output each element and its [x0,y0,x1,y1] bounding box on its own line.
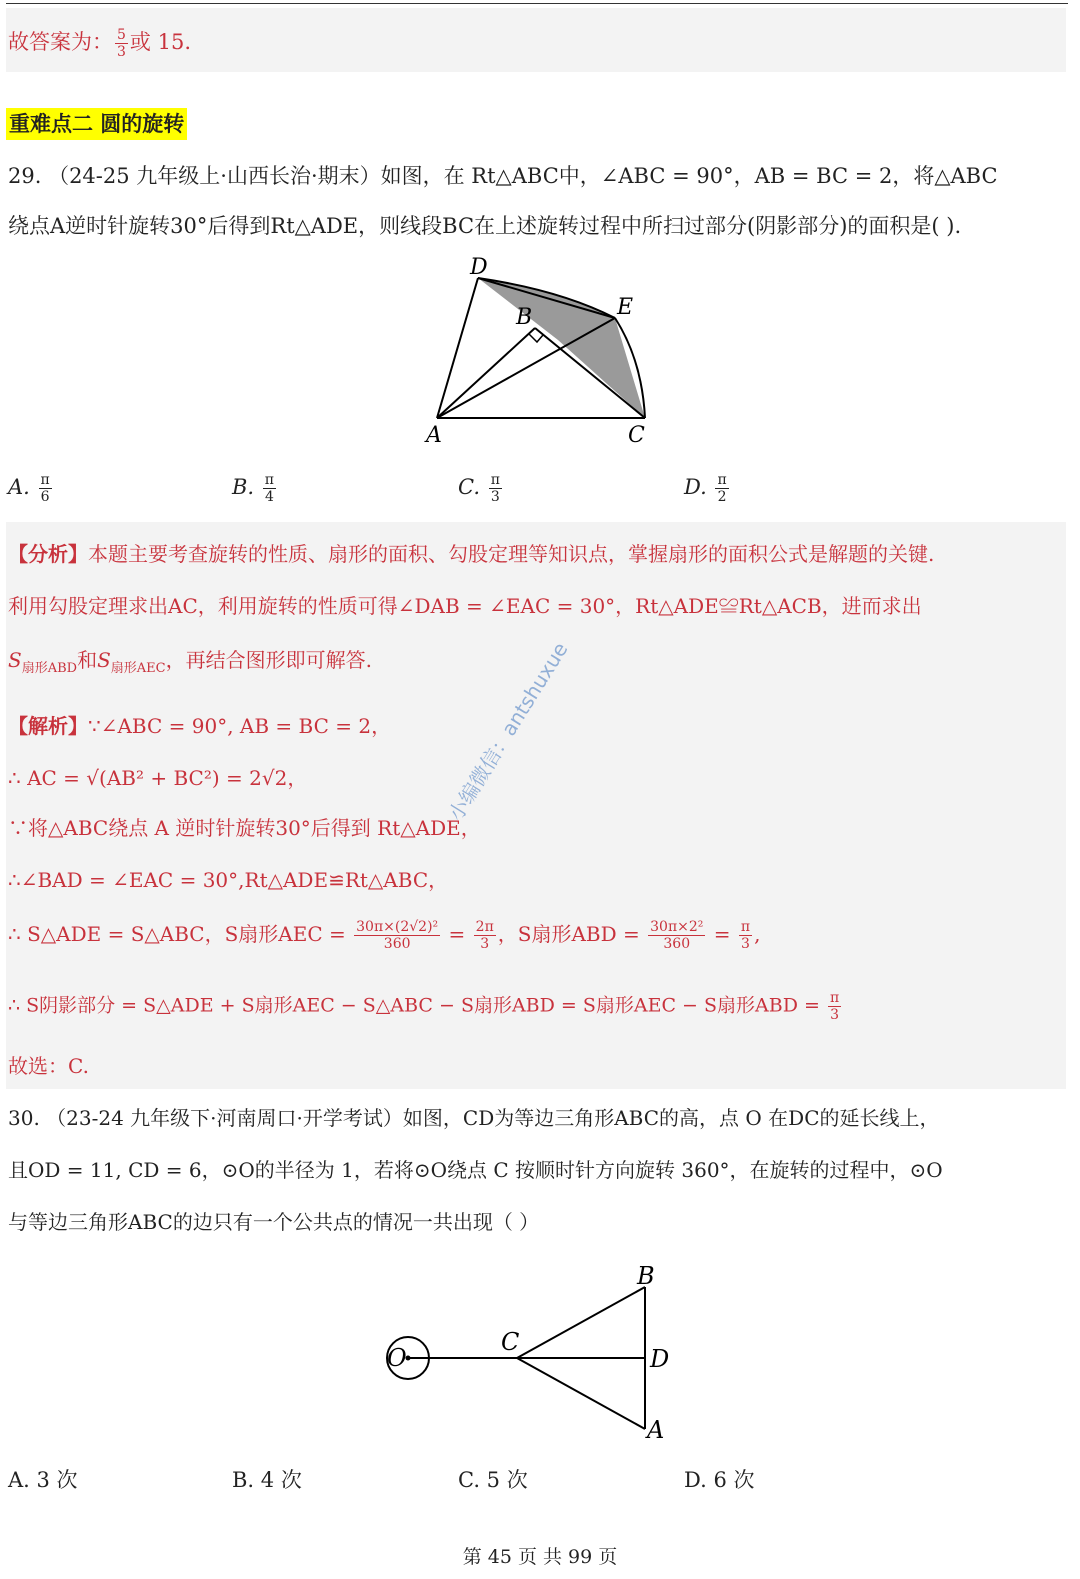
q30-choice-a[interactable]: A. 3 次 [8,1468,78,1492]
q30-choice-c[interactable]: C. 5 次 [458,1468,528,1492]
analysis-line3: $S_{扇形ABD}$和$S_{扇形AEC}$，再结合图形即可解答. [8,648,372,676]
section-title: 重难点二 圆的旋转 [6,108,187,140]
q30-line2: 且OD = 11, CD = 6，⊙O的半径为 1，若将⊙O绕点 C 按顺时针方向旋转 360°，在旋转的过程中，⊙O [8,1158,943,1182]
solution-line5: ∴ S△ADE = S△ABC，S扇形AEC = $\frac{\text{30π×(2√2)²}}{360}$ = $\frac{2\pi}{3}$ ，S扇形ABD = $\frac{\text{30π×2²}}{360}$ = $\frac{\pi}{3}$ , [8,919,761,952]
q29-line1: 29. （24-25 九年级上·山西长治·期末）如图，在 Rt△ABC中，∠ABC = 90°，AB = BC = 2，将△ABC [8,164,998,188]
label-a: A [426,423,442,448]
label-c: C [501,1328,520,1356]
seg-ad [437,278,478,418]
q30-figure [375,1260,695,1450]
page-footer: 第 45 页 共 99 页 [462,1546,618,1568]
label-a: A [647,1416,665,1444]
fraction: $\frac{5}{3}$ [117,27,126,60]
q29-choice-d[interactable]: D. $\frac{\pi}{2}$ [684,472,727,505]
solution-line7: 故选：C. [8,1054,89,1078]
previous-answer-box [6,8,1066,72]
q30-line1: 30. （23-24 九年级下·河南周口·开学考试）如图，CD为等边三角形ABC的高，点 O 在DC的延长线上， [8,1106,940,1130]
analysis-line2: 利用勾股定理求出AC，利用旋转的性质可得∠DAB = ∠EAC = 30°，Rt△ADE≌Rt△ACB，进而求出 [8,594,922,618]
solution-line3: ∵将△ABC绕点 A 逆时针旋转30°后得到 Rt△ADE， [8,816,481,840]
seg-ca [517,1358,645,1429]
label-d: D [470,255,488,280]
q29-choice-a[interactable]: A. $\frac{\pi}{6}$ [8,472,50,505]
q29-line2: 绕点A逆时针旋转30°后得到Rt△ADE，则线段BC在上述旋转过程中所扫过部分(阴影部分)的面积是( ). [8,214,962,238]
solution-line6: ∴ S阴影部分 = S△ADE + S扇形AEC − S△ABC − S扇形ABD = S扇形AEC − S扇形ABD = $\frac{\pi}{3}$ [8,990,840,1023]
label-c: C [628,423,645,448]
seg-ab [437,328,535,418]
q30-choice-d[interactable]: D. 6 次 [684,1468,755,1492]
q29-choice-c[interactable]: C. $\frac{\pi}{3}$ [458,472,500,505]
q29-figure [410,250,660,450]
previous-answer: 故答案为： $\frac{5}{3}$ 或 15. [8,27,191,60]
right-angle-mark [529,334,543,342]
seg-cb [517,1287,645,1358]
solution-line1: 【解析】∵∠ABC = 90°, AB = BC = 2， [8,714,392,738]
top-rule [6,3,1068,4]
solution-line2: ∴ AC = √(AB² + BC²) = 2√2， [8,766,308,790]
q30-choice-b[interactable]: B. 4 次 [232,1468,302,1492]
seg-ae [437,318,615,418]
solution-line4: ∴∠BAD = ∠EAC = 30°,Rt△ADE≌Rt△ABC， [8,868,449,892]
analysis-line1: 【分析】本题主要考查旋转的性质、扇形的面积、勾股定理等知识点，掌握扇形的面积公式是解题的关键. [8,542,935,566]
label-e: E [617,295,634,320]
watermark: 小编微信：antshuxue [443,637,573,825]
label-o: O [387,1344,407,1372]
q29-choice-b[interactable]: B. $\frac{\pi}{4}$ [232,472,274,505]
label-b: B [637,1262,655,1290]
q30-line3: 与等边三角形ABC的边只有一个公共点的情况一共出现（ ） [8,1210,540,1234]
label-b: B [516,305,533,330]
label-d: D [650,1345,670,1373]
